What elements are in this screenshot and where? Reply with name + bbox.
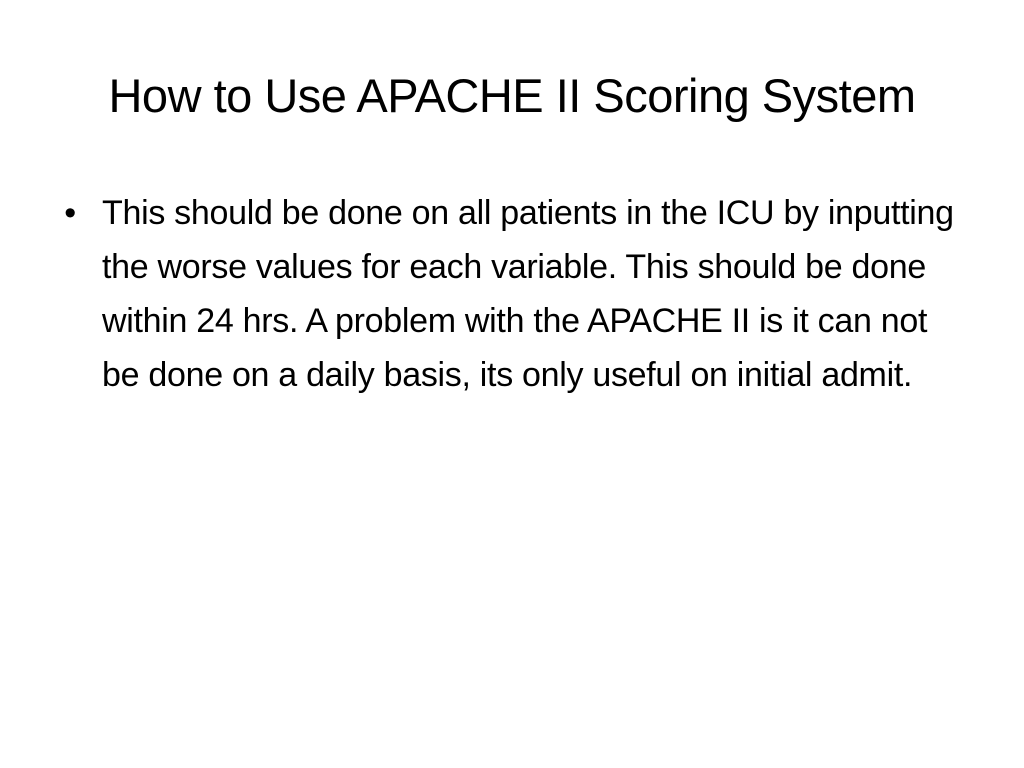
bullet-marker: • bbox=[64, 194, 76, 232]
slide-title: How to Use APACHE II Scoring System bbox=[108, 69, 916, 122]
bullet-list bbox=[58, 186, 958, 402]
bullet-text: This should be done on all patients in the ICU by inputting the worse values for each variable. This should be done within 24 hrs. A problem with the APACHE II is it can not be done on a daily basis, its only useful on initial admit. bbox=[102, 194, 954, 394]
bullet-item bbox=[58, 186, 958, 402]
